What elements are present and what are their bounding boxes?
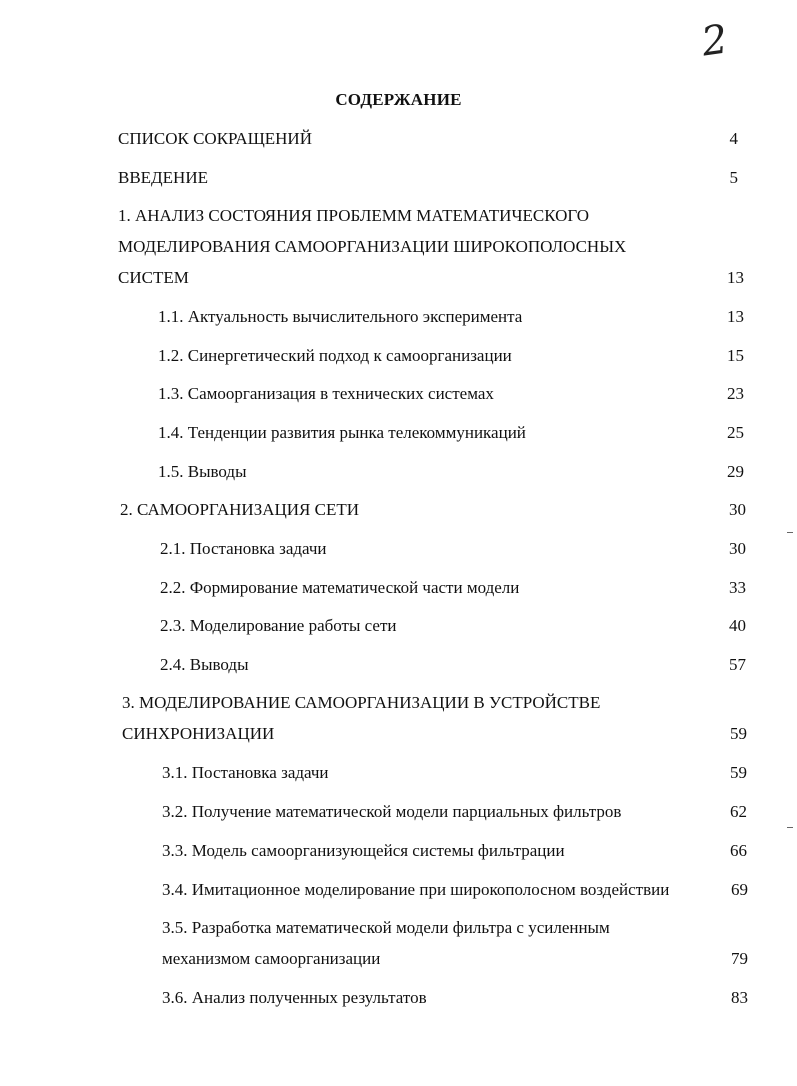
toc-line: 2.3. Моделирование работы сети	[160, 616, 397, 635]
toc-page: 30	[729, 500, 746, 519]
page-title: СОДЕРЖАНИЕ	[335, 90, 462, 109]
toc-line: 1.2. Синергетический подход к самоорганизации	[158, 346, 512, 365]
toc-page: 83	[731, 988, 748, 1007]
toc-page: 15	[727, 346, 744, 365]
toc-page: 62	[730, 802, 747, 821]
toc-line: 3.5. Разработка математической модели фильтра с усиленным	[162, 918, 610, 937]
toc-page: 5	[729, 168, 738, 187]
toc-line: СИСТЕМ	[118, 268, 189, 287]
toc-page: 59	[730, 724, 747, 743]
toc-line: механизмом самоорганизации	[162, 949, 381, 968]
toc-page: 66	[730, 841, 747, 860]
toc-line: 1.3. Самоорганизация в технических системах	[158, 384, 494, 403]
toc-page: 13	[727, 268, 744, 287]
toc-line: 3. МОДЕЛИРОВАНИЕ САМООРГАНИЗАЦИИ В УСТРОЙСТВЕ	[122, 693, 601, 712]
scan-mark	[787, 827, 793, 828]
handwritten-page-number: 2	[698, 16, 731, 66]
toc-page: 59	[730, 763, 747, 782]
toc-line: 3.3. Модель самоорганизующейся системы фильтрации	[162, 841, 565, 860]
toc-page: 69	[731, 880, 748, 899]
toc-line: 2.1. Постановка задачи	[160, 539, 327, 558]
toc-line: 1.4. Тенденции развития рынка телекоммуникаций	[158, 423, 526, 442]
toc-page: 25	[727, 423, 744, 442]
scan-mark	[787, 532, 793, 533]
toc-page: 30	[729, 539, 746, 558]
toc-page: 57	[729, 655, 746, 674]
toc-line: 3.1. Постановка задачи	[162, 763, 329, 782]
toc-line: 2.4. Выводы	[160, 655, 249, 674]
toc-line: 2. САМООРГАНИЗАЦИЯ СЕТИ	[120, 500, 360, 519]
toc-page: 40	[729, 616, 746, 635]
toc-page: 13	[727, 307, 744, 326]
toc-line: СПИСОК СОКРАЩЕНИЙ	[118, 129, 312, 148]
toc-page: 4	[729, 129, 738, 148]
toc-line: 1. АНАЛИЗ СОСТОЯНИЯ ПРОБЛЕММ МАТЕМАТИЧЕСКОГО	[118, 206, 590, 225]
toc-page: 29	[727, 462, 744, 481]
toc-line: 2.2. Формирование математической части модели	[160, 578, 520, 597]
toc-line: МОДЕЛИРОВАНИЯ САМООРГАНИЗАЦИИ ШИРОКОПОЛОСНЫХ	[118, 237, 627, 256]
toc-line: 1.1. Актуальность вычислительного эксперимента	[158, 307, 523, 326]
toc-line: 3.6. Анализ полученных результатов	[162, 988, 427, 1007]
toc-line: 3.2. Получение математической модели парциальных фильтров	[162, 802, 622, 821]
toc-page: 23	[727, 384, 744, 403]
toc-page: 33	[729, 578, 746, 597]
toc-line: 3.4. Имитационное моделирование при широкополосном воздействии	[162, 880, 670, 899]
toc-line: 1.5. Выводы	[158, 462, 247, 481]
toc-page: 79	[731, 949, 748, 968]
toc-line: СИНХРОНИЗАЦИИ	[122, 724, 275, 743]
toc-line: ВВЕДЕНИЕ	[118, 168, 208, 187]
